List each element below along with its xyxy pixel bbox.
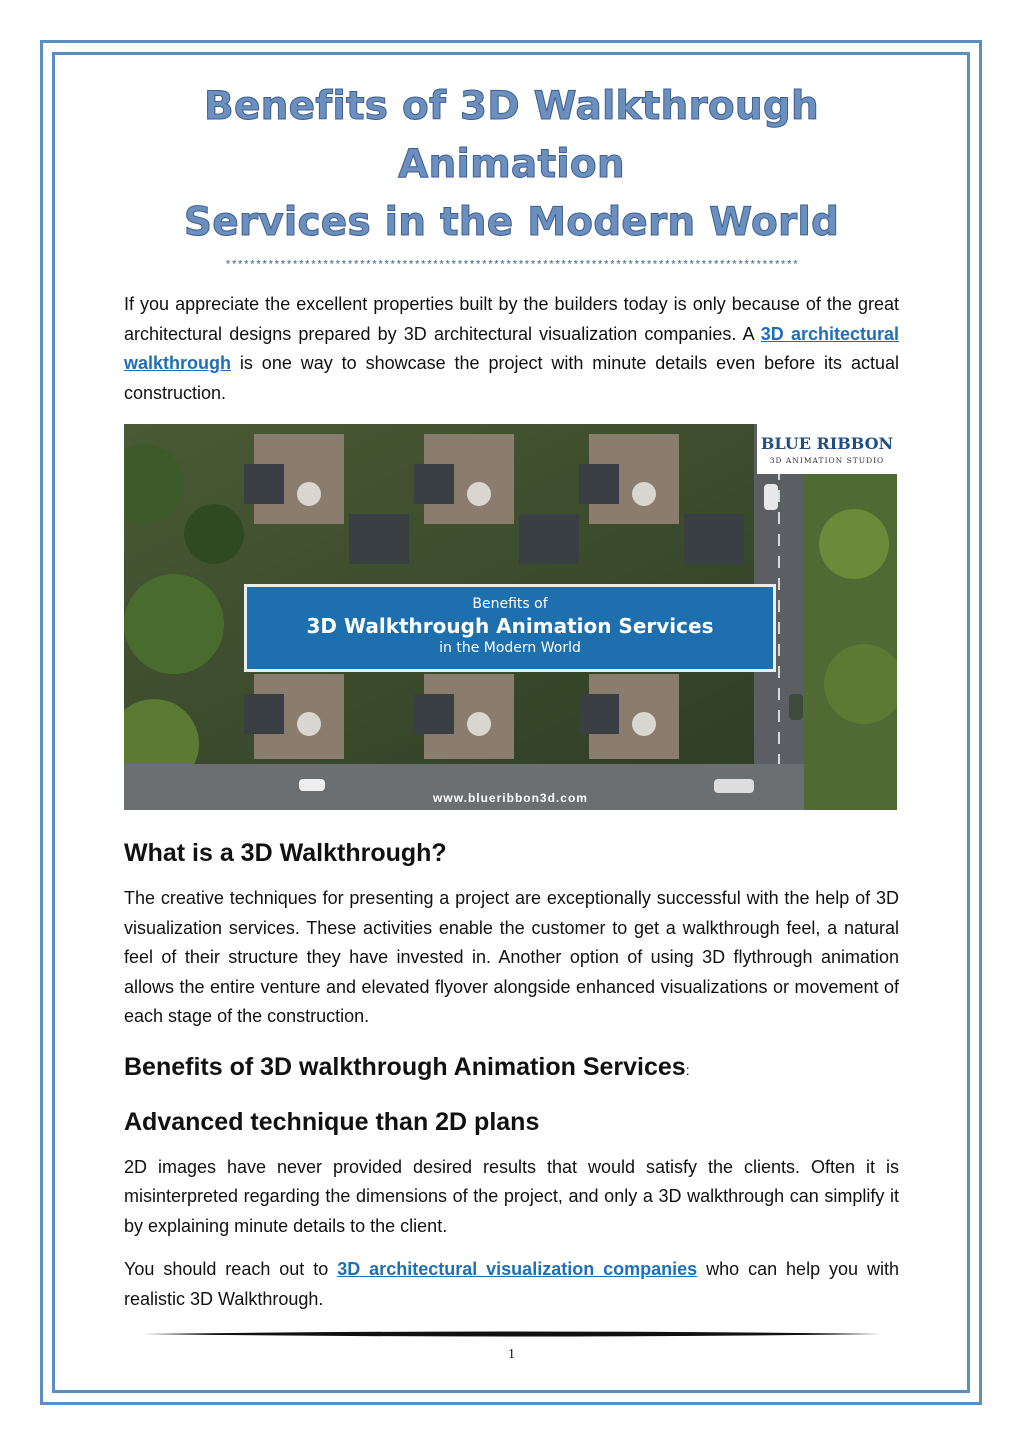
section-advanced-text-2	[124, 1255, 899, 1314]
advanced-text-before: You should reach out to	[124, 1259, 338, 1279]
page-content	[124, 78, 899, 1314]
title-line-2: Services in the Modern World	[183, 200, 840, 245]
benefits-heading-colon: :	[685, 1061, 690, 1078]
title-line-1: Benefits of 3D Walkthrough Animation	[204, 84, 819, 187]
hero-banner	[244, 584, 776, 672]
benefits-heading-text: Benefits of 3D walkthrough Animation Services	[124, 1052, 686, 1081]
logo-tagline: 3D ANIMATION STUDIO	[769, 456, 885, 465]
banner-line-3: in the Modern World	[439, 640, 581, 656]
intro-paragraph	[124, 290, 899, 408]
section-heading-walkthrough: What is a 3D Walkthrough?	[124, 839, 447, 867]
page-number: 1	[508, 1347, 515, 1362]
banner-line-2: 3D Walkthrough Animation Services	[306, 614, 714, 638]
blue-ribbon-logo	[757, 424, 897, 474]
visualization-companies-link[interactable]: 3D architectural visualization companies	[337, 1259, 698, 1279]
intro-text-after: is one way to showcase the project with minute details even before its actual construction.	[124, 353, 899, 403]
logo-name: BLUE RIBBON	[760, 434, 894, 453]
walkthrough-link[interactable]: 3D architectural walkthrough	[124, 323, 899, 373]
hero-url: www.blueribbon3d.com	[433, 791, 588, 805]
section-heading-benefits	[124, 1050, 899, 1087]
banner-line-1: Benefits of	[472, 596, 548, 612]
footer-divider	[143, 1330, 881, 1338]
hero-image	[124, 424, 897, 810]
section-advanced-text: 2D images have never provided desired results that would satisfy the clients. Often it is misinterpreted regarding the dimensions of the project, and only a 3D walkthrough can simplify it by explaining minute details to the client.	[124, 1156, 899, 1236]
advanced-text-after: who can help you with realistic 3D Walkthrough.	[124, 1259, 900, 1309]
section-heading-advanced: Advanced technique than 2D plans	[124, 1107, 540, 1136]
document-title	[124, 78, 899, 252]
intro-text-before: If you appreciate the excellent properties built by the builders today is only because of the great architectural designs prepared by 3D architectural visualization companies. A	[124, 294, 899, 344]
section-walkthrough-text: The creative techniques for presenting a project are exceptionally successful with the help of 3D visualization services. These activities enable the customer to get a walkthrough feel, a natural feel of their structure they have invested in. Another option of using 3D flythrough animation allows the entire venture and elevated flyover alongside enhanced visualizations or movement of each stage of the construction.	[124, 888, 899, 1026]
star-divider: **********************************************************************************************	[224, 260, 799, 272]
